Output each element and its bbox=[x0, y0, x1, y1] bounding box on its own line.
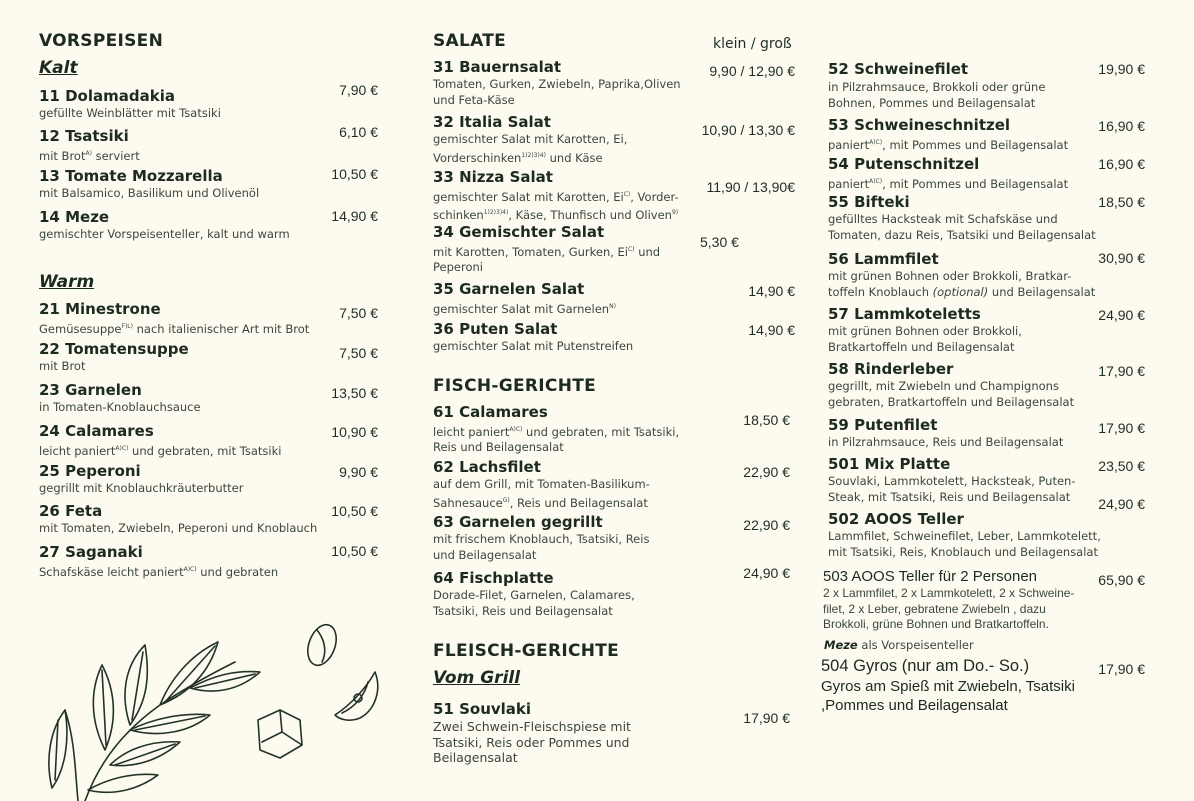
menu-item: 24 Calamares leicht paniert$^{A)C)}$ und gebraten, mit Tsatsiki bbox=[39, 422, 282, 458]
subsection-title-grill: Vom Grill bbox=[433, 668, 521, 688]
section-title-fisch: FISCH-GERICHTE bbox=[433, 376, 597, 396]
item-price: 10,90 € bbox=[331, 424, 378, 440]
menu-item: 31 Bauernsalat Tomaten, Gurken, Zwiebeln, Paprika,Oliven und Feta-Käse bbox=[433, 58, 681, 107]
item-price: 24,90 € bbox=[743, 565, 790, 581]
menu-item: 53 Schweineschnitzel paniert$^{A)C)}$, mit Pommes und Beilagensalat bbox=[828, 116, 1069, 152]
menu-item: 27 Saganaki Schafskäse leicht paniert$^{A)C)}$ und gebraten bbox=[39, 543, 279, 579]
item-price: 10,50 € bbox=[331, 166, 378, 182]
item-price: 17,90 € bbox=[743, 710, 790, 726]
menu-item: 57 Lammkoteletts mit grünen Bohnen oder Brokkoli, Bratkartoffeln und Beilagensalat bbox=[828, 305, 1022, 354]
menu-item: 55 Bifteki gefülltes Hacksteak mit Schafskäse und Tomaten, dazu Reis, Tsatsiki und Beilagensalat bbox=[828, 193, 1096, 242]
item-price: 13,50 € bbox=[331, 385, 378, 401]
menu-item: 63 Garnelen gegrillt mit frischem Knoblauch, Tsatsiki, Reis und Beilagensalat bbox=[433, 513, 650, 562]
item-price: 17,90 € bbox=[1098, 420, 1145, 436]
size-header: klein / groß bbox=[713, 36, 792, 52]
item-price: 11,90 / 13,90€ bbox=[706, 179, 795, 195]
item-price: 17,90 € bbox=[1098, 363, 1145, 379]
item-price: 18,50 € bbox=[1098, 194, 1145, 210]
menu-item: 11 Dolamadakia gefüllte Weinblätter mit Tsatsiki bbox=[39, 87, 221, 120]
menu-item: 54 Putenschnitzel paniert$^{A)C)}$, mit Pommes und Beilagensalat bbox=[828, 155, 1069, 191]
menu-item: 23 Garnelen in Tomaten-Knoblauchsauce bbox=[39, 381, 201, 414]
menu-item: 502 AOOS Teller Lammfilet, Schweinefilet, Leber, Lammkotelett, mit Tsatsiki, Reis, Knoblauch und Beilagensalat bbox=[828, 510, 1101, 559]
menu-item: 62 Lachsfilet auf dem Grill, mit Tomaten-Basilikum- Sahnesauce$^{G)}$, Reis und Beilagensalat bbox=[433, 458, 650, 510]
item-price: 5,30 € bbox=[700, 234, 739, 250]
item-price: 9,90 / 12,90 € bbox=[709, 63, 795, 79]
menu-item: 25 Peperoni gegrillt mit Knoblauchkräuterbutter bbox=[39, 462, 244, 495]
menu-item: 61 Calamares leicht paniert$^{A)C)}$ und gebraten, mit Tsatsiki, Reis und Beilagensalat bbox=[433, 403, 680, 455]
item-price: 14,90 € bbox=[331, 208, 378, 224]
item-price: 14,90 € bbox=[748, 283, 795, 299]
section-title-salate: SALATE bbox=[433, 31, 507, 51]
subsection-title-warm: Warm bbox=[39, 272, 95, 292]
item-price: 16,90 € bbox=[1098, 156, 1145, 172]
item-price: 22,90 € bbox=[743, 464, 790, 480]
menu-item: 34 Gemischter Salat mit Karotten, Tomaten, Gurken, $Ei^{C)}$ und Peperoni bbox=[433, 223, 661, 275]
item-price: 10,50 € bbox=[331, 543, 378, 559]
item-price: 7,50 € bbox=[339, 305, 378, 321]
menu-item: 36 Puten Salat gemischter Salat mit Putenstreifen bbox=[433, 320, 634, 353]
item-price: 7,50 € bbox=[339, 345, 378, 361]
menu-item: 51 Souvlaki Zwei Schwein-Fleischspiese mit Tsatsiki, Reis oder Pommes und Beilagensalat bbox=[433, 700, 631, 765]
item-price: 14,90 € bbox=[748, 322, 795, 338]
item-price: 10,50 € bbox=[331, 503, 378, 519]
menu-item: 58 Rinderleber gegrillt, mit Zwiebeln und Champignons gebraten, Bratkartoffeln und Beilagensalat bbox=[828, 360, 1075, 409]
menu-item: 33 Nizza Salat gemischter Salat mit Karotten, $Ei^{C)}$, Vorder- schinken$^{1)2)3)4)}$, Käse, Thunfisch und Oliven$^{9)}$ bbox=[433, 168, 679, 223]
item-price: 19,90 € bbox=[1098, 61, 1145, 77]
menu-item: 504 Gyros (nur am Do.- So.) Gyros am Spieß mit Zwiebeln, Tsatsiki ,Pommes und Beilagensalat bbox=[821, 657, 1075, 714]
item-price: 10,90 / 13,30 € bbox=[701, 122, 795, 138]
subsection-title-kalt: Kalt bbox=[39, 58, 78, 78]
menu-item: 59 Putenfilet in Pilzrahmsauce, Reis und Beilagensalat bbox=[828, 416, 1064, 449]
item-price: 7,90 € bbox=[339, 82, 378, 98]
menu-item: 26 Feta mit Tomaten, Zwiebeln, Peperoni und Knoblauch bbox=[39, 502, 318, 535]
item-price: 24,90 € bbox=[1098, 307, 1145, 323]
menu-item: 503 AOOS Teller für 2 Personen 2 x Lammfilet, 2 x Lammkotelett, 2 x Schweine- filet, 2 x Leber, gebratene Zwiebeln , dazu Brokkoli, grüne Bohnen und Bratkartoffeln. bbox=[823, 568, 1075, 631]
item-price: 65,90 € bbox=[1098, 572, 1145, 588]
item-price: 17,90 € bbox=[1098, 661, 1145, 677]
menu-item: 14 Meze gemischter Vorspeisenteller, kalt und warm bbox=[39, 208, 290, 241]
item-price: 6,10 € bbox=[339, 124, 378, 140]
item-price: 18,50 € bbox=[743, 412, 790, 428]
section-title-vorspeisen: VORSPEISEN bbox=[39, 31, 164, 51]
item-price: 24,90 € bbox=[1098, 496, 1145, 512]
menu-item: 35 Garnelen Salat gemischter Salat mit Garnelen$^{N)}$ bbox=[433, 280, 616, 316]
item-price: 23,50 € bbox=[1098, 458, 1145, 474]
item-price: 16,90 € bbox=[1098, 118, 1145, 134]
menu-item: 64 Fischplatte Dorade-Filet, Garnelen, Calamares, Tsatsiki, Reis und Beilagensalat bbox=[433, 569, 635, 618]
menu-item: 21 Minestrone Gemüsesuppe$^{F)L)}$ nach italienischer Art mit Brot bbox=[39, 300, 310, 336]
item-price: 30,90 € bbox=[1098, 250, 1145, 266]
menu-item: 56 Lammfilet mit grünen Bohnen oder Brokkoli, Bratkar- toffeln Knoblauch (optional) und Beilagensalat bbox=[828, 250, 1096, 299]
section-title-fleisch: FLEISCH-GERICHTE bbox=[433, 641, 620, 661]
meze-note: Meze als Vorspeisenteller bbox=[824, 638, 974, 652]
item-price: 22,90 € bbox=[743, 517, 790, 533]
olive-branch-icon bbox=[30, 610, 400, 801]
item-price: 9,90 € bbox=[339, 464, 378, 480]
menu-item: 32 Italia Salat gemischter Salat mit Karotten, Ei, Vorderschinken$^{1)2)3)4)}$ und Käse bbox=[433, 113, 628, 165]
menu-item: 12 Tsatsiki mit Brot$^{A)}$ serviert bbox=[39, 127, 140, 163]
menu-item: 52 Schweinefilet in Pilzrahmsauce, Brokkoli oder grüne Bohnen, Pommes und Beilagensalat bbox=[828, 60, 1046, 110]
menu-item: 13 Tomate Mozzarella mit Balsamico, Basilikum und Olivenöl bbox=[39, 167, 260, 200]
menu-item: 501 Mix Platte Souvlaki, Lammkotelett, Hacksteak, Puten- Steak, mit Tsatsiki, Reis und Beilagensalat bbox=[828, 455, 1076, 504]
menu-item: 22 Tomatensuppe mit Brot bbox=[39, 340, 189, 373]
